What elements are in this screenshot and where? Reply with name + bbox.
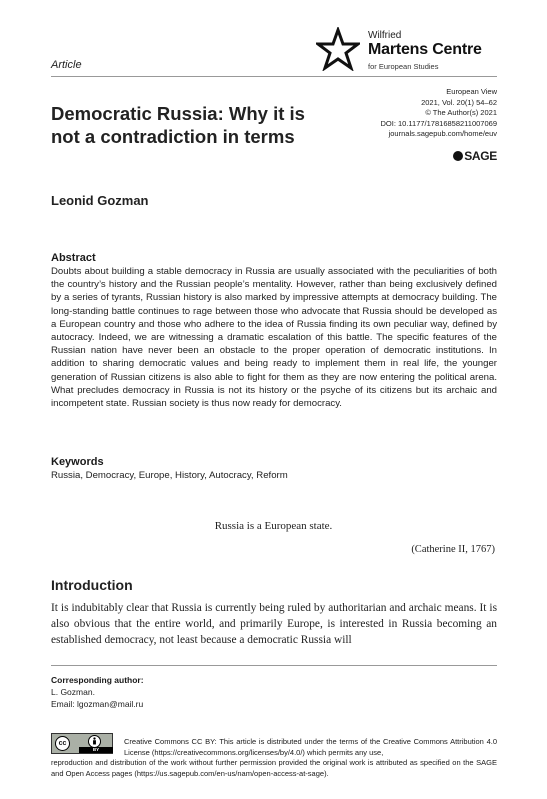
epigraph-source: (Catherine II, 1767) [411,544,495,555]
sage-logo [453,149,497,163]
cc-by-license-badge[interactable] [51,733,113,754]
journal-url-link[interactable]: journals.sagepub.com/home/euv [388,129,497,138]
keywords-text: Russia, Democracy, Europe, History, Autocracy, Reform [51,470,288,481]
keywords-heading: Keywords [51,456,104,468]
abstract-text: Doubts about building a stable democracy in Russia are usually associated with the peculiarities of both the country’s history and the Russian people’s mentality. However, rather than being exclusively defined by a series of tyrants, Russian history is also marked by impressive attempts at democracy building. The long-standing battle continues to rage between those who advocate that Russia should be developed as a European country and those who adhere to the idea of Russia finding its own peculiar way, defined by autocracy. Indeed, we are witnessing a dramatic escalation of this battle. The specific features of the Russian nation have never been an obstacle to the proper operation of democratic institutions. In addition to sharing democratic values and being ready to implement them in real life, the younger generation of Russian citizens is also able to fight for them as they are now entering the political arena. What precludes democracy in Russia is not its history or the psyche of its citizens but its archaic and incompetent state. Russian society is thus now ready for democracy. [51,266,497,410]
introduction-text: It is indubitably clear that Russia is currently being ruled by authoritarian and archaic means. It is also obvious that the entire world, and primarily Europe, is interested in Russia becoming an established democracy, not least because a democratic Russia will [51,602,497,646]
license-text-first: Creative Commons CC BY: This article is distributed under the terms of the Creative Commons Attribution 4.0 License (https://creativecommons.org/licenses/by/4.0/) which permits any use, [124,737,497,757]
logo-line-1: Wilfried [368,30,402,41]
star-outline-icon [316,27,360,71]
article-type-label: Article [51,59,82,71]
sage-logo-text: SAGE [464,149,497,163]
by-label: BY [79,747,113,753]
journal-volume: 2021, Vol. 20(1) 54–62 [421,97,497,107]
corresponding-author-name: L. Gozman. [51,687,95,697]
abstract-heading: Abstract [51,252,96,264]
sage-mark-icon [453,151,463,161]
logo-line-2: Martens Centre [368,41,482,58]
article-title [51,102,361,148]
introduction-heading: Introduction [51,577,133,593]
author-name: Leonid Gozman [51,193,149,208]
license-text-rest: reproduction and distribution of the work without further permission provided the original work is attributed as specified on the SAGE and Open Access pages (https://us.sagepub.com/en-us/nam/open-access-at-sage). [51,758,497,778]
journal-metadata [381,87,498,140]
footnote-divider [51,665,497,666]
logo-line-3: for European Studies [368,62,439,71]
header-divider [51,76,497,77]
creative-commons-icon: cc [55,736,70,751]
doi-link[interactable]: DOI: 10.1177/17816858211007069 [380,118,497,128]
epigraph-quote: Russia is a European state. [214,520,333,532]
corresponding-author-heading: Corresponding author: [51,675,144,685]
martens-centre-logo [316,27,506,73]
journal-name: European View [446,87,497,96]
title-line-1: Democratic Russia: Why it is [51,103,305,124]
corresponding-author-email[interactable]: Email: lgozman@mail.ru [51,699,144,709]
title-line-2: not a contradiction in terms [51,126,295,147]
copyright-line: © The Author(s) 2021 [425,108,497,117]
